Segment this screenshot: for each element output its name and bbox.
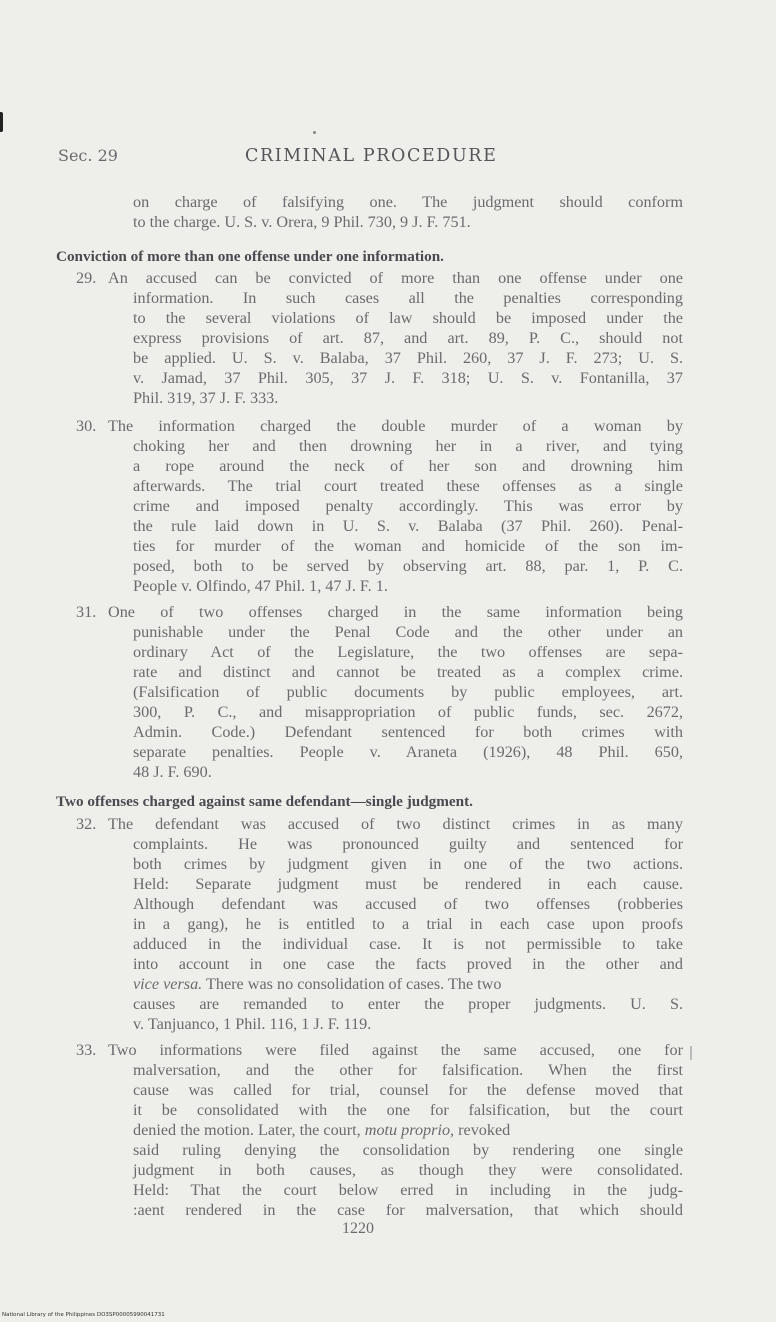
text-line: the rule laid down in U. S. v. Balaba (37 Phil. 260). Penal-	[133, 517, 683, 535]
text-line: judgment in both causes, as though they were consolidated.	[133, 1161, 683, 1179]
paragraph-number: 30.	[76, 417, 97, 435]
text-segment: There was no consolidation of cases. The two	[202, 975, 502, 993]
text-line: express provisions of art. 87, and art. 89, P. C., should not	[133, 329, 683, 347]
text-line: punishable under the Penal Code and the other under an	[133, 623, 683, 641]
text-line: cause was called for trial, counsel for the defense moved that	[133, 1081, 683, 1099]
text-line: on charge of falsifying one. The judgment should conform	[133, 193, 683, 211]
text-line	[133, 974, 501, 994]
text-segment: denied the motion. Later, the court,	[133, 1121, 365, 1139]
text-line: to the charge. U. S. v. Orera, 9 Phil. 730, 9 J. F. 751.	[133, 213, 471, 231]
text-line: Although defendant was accused of two offenses (robberies	[133, 895, 683, 913]
text-line: Two informations were filed against the same accused, one for	[108, 1041, 683, 1059]
italic-phrase: vice versa.	[133, 975, 203, 993]
text-line: v. Tanjuanco, 1 Phil. 116, 1 J. F. 119.	[133, 1015, 372, 1033]
section-heading: Conviction of more than one offense under one information.	[56, 248, 444, 265]
text-line: into account in one case the facts proved in the other and	[133, 955, 683, 973]
text-line: crime and imposed penalty accordingly. This was error by	[133, 497, 683, 515]
text-line: People v. Olfindo, 47 Phil. 1, 47 J. F. 1.	[133, 577, 388, 595]
text-line: afterwards. The trial court treated these offenses as a single	[133, 477, 683, 495]
text-line: The information charged the double murder of a woman by	[108, 417, 683, 435]
text-line: a rope around the neck of her son and drowning him	[133, 457, 683, 475]
paragraph-number: 33.	[76, 1041, 97, 1059]
text-line: v. Jamad, 37 Phil. 305, 37 J. F. 318; U. S. v. Fontanilla, 37	[133, 369, 683, 387]
text-line: malversation, and the other for falsification. When the first	[133, 1061, 683, 1079]
italic-phrase: motu proprio,	[364, 1121, 455, 1139]
text-line: Held: Separate judgment must be rendered in each cause.	[133, 875, 683, 893]
text-line: An accused can be convicted of more than one offense under one	[108, 269, 683, 287]
text-line: causes are remanded to enter the proper judgments. U. S.	[133, 995, 683, 1013]
page-number: 1220	[342, 1220, 374, 1237]
text-line: be applied. U. S. v. Balaba, 37 Phil. 260, 37 J. F. 273; U. S.	[133, 349, 683, 367]
paragraph-number: 31.	[76, 603, 97, 621]
section-heading: Two offenses charged against same defendant—single judgment.	[56, 793, 473, 810]
text-line: in a gang), he is entitled to a trial in each case upon proofs	[133, 915, 683, 933]
paragraph-number: 32.	[76, 815, 97, 833]
text-line: choking her and then drowning her in a river, and tying	[133, 437, 683, 455]
page-title: CRIMINAL PROCEDURE	[245, 146, 498, 166]
text-segment: revoked	[454, 1121, 511, 1139]
text-line: ties for murder of the woman and homicide of the son im-	[133, 537, 683, 555]
running-header	[58, 146, 688, 172]
text-line: information. In such cases all the penalties corresponding	[133, 289, 683, 307]
text-line: 300, P. C., and misappropriation of public funds, sec. 2672,	[133, 703, 683, 721]
text-line: said ruling denying the consolidation by rendering one single	[133, 1141, 683, 1159]
text-line: adduced in the individual case. It is not permissible to take	[133, 935, 683, 953]
text-line: 48 J. F. 690.	[133, 763, 212, 781]
text-line: Phil. 319, 37 J. F. 333.	[133, 389, 279, 407]
text-line: (Falsification of public documents by public employees, art.	[133, 683, 683, 701]
text-line: separate penalties. People v. Araneta (1926), 48 Phil. 650,	[133, 743, 683, 761]
print-dot	[313, 131, 316, 134]
text-line: to the several violations of law should be imposed under the	[133, 309, 683, 327]
text-line: posed, both to be served by observing art. 88, par. 1, P. C.	[133, 557, 683, 575]
text-line: ordinary Act of the Legislature, the two offenses are sepa-	[133, 643, 683, 661]
binding-edge-mark	[0, 112, 3, 132]
scan-footer: National Library of the Philippines DO3SP00005990041731	[2, 1312, 165, 1318]
text-line: rate and distinct and cannot be treated as a complex crime.	[133, 663, 683, 681]
text-line: :aent rendered in the case for malversation, that which should	[133, 1201, 683, 1219]
text-line: complaints. He was pronounced guilty and sentenced for	[133, 835, 683, 853]
text-line: Held: That the court below erred in including in the judg-	[133, 1181, 683, 1199]
margin-mark	[690, 1046, 692, 1060]
paragraph-number: 29.	[76, 269, 97, 287]
section-label: Sec. 29	[58, 146, 118, 165]
text-line: it be consolidated with the one for falsification, but the court	[133, 1101, 683, 1119]
text-line	[133, 1120, 510, 1140]
text-line: Admin. Code.) Defendant sentenced for both crimes with	[133, 723, 683, 741]
text-line: both crimes by judgment given in one of the two actions.	[133, 855, 683, 873]
text-line: One of two offenses charged in the same information being	[108, 603, 683, 621]
text-line: The defendant was accused of two distinct crimes in as many	[108, 815, 683, 833]
